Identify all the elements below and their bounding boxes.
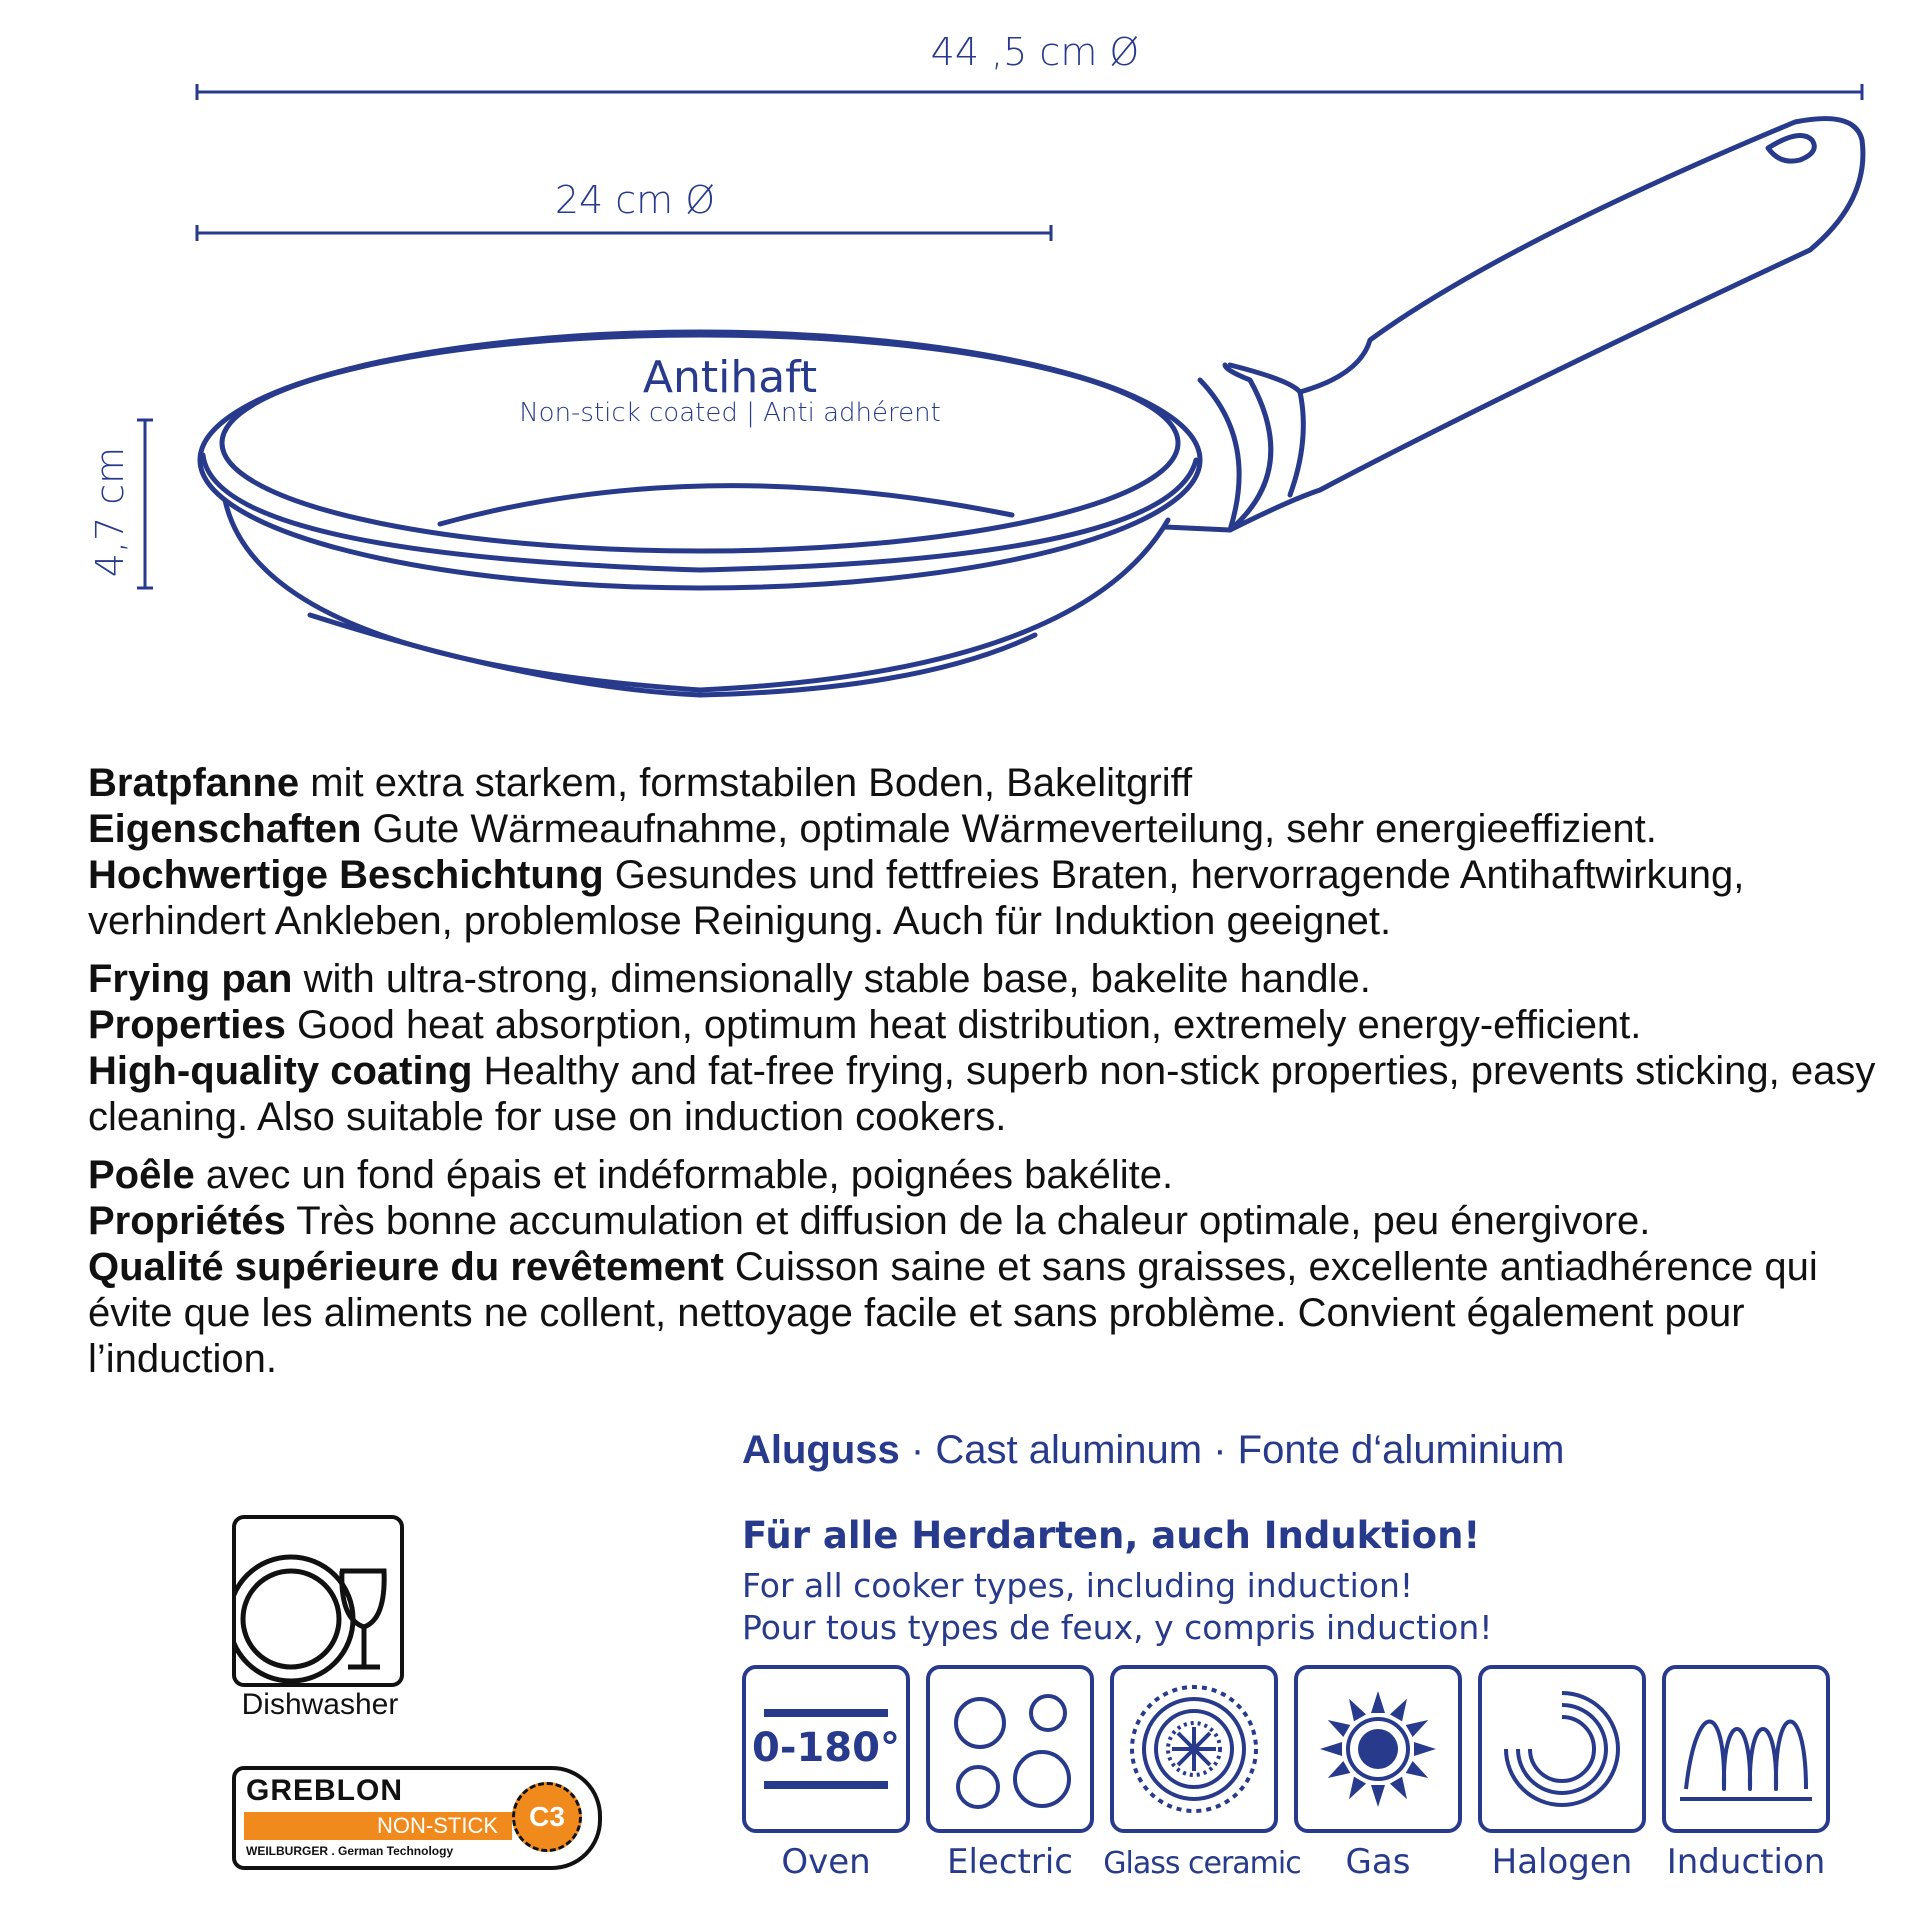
- induction-hob-icon: [1662, 1665, 1830, 1833]
- glass-ceramic-hob-icon: [1110, 1665, 1278, 1833]
- dishwasher-icon: [232, 1515, 404, 1687]
- cooker-heading-de: Für alle Herdarten, auch Induktion!: [742, 1514, 1481, 1557]
- greblon-brand: GREBLON: [246, 1774, 403, 1807]
- antihaft-subtitle: Non-stick coated | Anti adhérent: [519, 398, 941, 428]
- induction-label: Induction: [1666, 1842, 1826, 1882]
- material-text: · Cast aluminum · Fonte d‘aluminium: [899, 1428, 1565, 1472]
- greblon-c3-circle: [512, 1782, 582, 1852]
- antihaft-title: Antihaft: [642, 352, 818, 403]
- description-fr: [88, 1152, 1888, 1382]
- diameter-label: 24 cm Ø: [554, 178, 716, 222]
- greblon-non-stick: NON-STICK: [244, 1812, 512, 1840]
- electric-label: Electric: [947, 1842, 1073, 1882]
- electric-hob-icon: [926, 1665, 1094, 1833]
- material-line: [742, 1428, 1564, 1473]
- cooker-heading-en: For all cooker types, including induction!: [742, 1566, 1414, 1605]
- cooker-heading-fr: Pour tous types de feux, y compris induction!: [742, 1608, 1493, 1647]
- description-en: [88, 956, 1888, 1140]
- desc-fr-1: Propriétés Très bonne accumulation et diffusion de la chaleur optimale, peu énergivore.: [88, 1199, 1651, 1243]
- desc-fr-2: Qualité supérieure du revêtement Cuisson saine et sans graisses, excellente antiadhérence qui évite que les aliments ne collent, nettoyage facile et sans problème. Convient également pour l’induction.: [88, 1245, 1818, 1381]
- desc-de-0: Bratpfanne mit extra starkem, formstabilen Boden, Bakelitgriff: [88, 761, 1193, 805]
- total-length-label: 44 ,5 cm Ø: [930, 30, 1140, 74]
- description-de: [88, 760, 1888, 944]
- desc-fr-0: Poêle avec un fond épais et indéformable, poignées bakélite.: [88, 1153, 1174, 1197]
- desc-de-2: Hochwertige Beschichtung Gesundes und fettfreies Braten, hervorragende Antihaftwirkung, verhindert Ankleben, problemlose Reinigung. Auch für Induktion geeignet.: [88, 853, 1745, 943]
- desc-de-1: Eigenschaften Gute Wärmeaufnahme, optimale Wärmeverteilung, sehr energieeffizient.: [88, 807, 1657, 851]
- greblon-tagline: WEILBURGER . German Technology: [246, 1844, 454, 1858]
- greblon-grade: C3: [529, 1801, 565, 1832]
- halogen-label: Halogen: [1491, 1842, 1633, 1882]
- desc-en-2: High-quality coating Healthy and fat-free frying, superb non-stick properties, prevents sticking, easy cleaning. Also suitable for use on induction cookers.: [88, 1049, 1876, 1139]
- oven-label: Oven: [781, 1842, 871, 1882]
- dishwasher-label: Dishwasher: [241, 1688, 399, 1721]
- gas-label: Gas: [1345, 1842, 1411, 1882]
- gas-hob-icon: [1294, 1665, 1462, 1833]
- desc-en-0: Frying pan with ultra-strong, dimensionally stable base, bakelite handle.: [88, 957, 1371, 1001]
- product-description: [88, 760, 1888, 1394]
- oven-icon: [742, 1665, 910, 1833]
- height-label: 4,7 cm: [88, 446, 132, 578]
- desc-en-1: Properties Good heat absorption, optimum heat distribution, extremely energy-efficient.: [88, 1003, 1642, 1047]
- oven-temp: 0-180°: [752, 1725, 900, 1771]
- halogen-hob-icon: [1478, 1665, 1646, 1833]
- greblon-badge: [232, 1766, 602, 1870]
- frying-pan-illustration: [0, 0, 1920, 730]
- glass-ceramic-label: Glass ceramic: [1103, 1846, 1301, 1881]
- material-bold: Aluguss: [742, 1428, 900, 1472]
